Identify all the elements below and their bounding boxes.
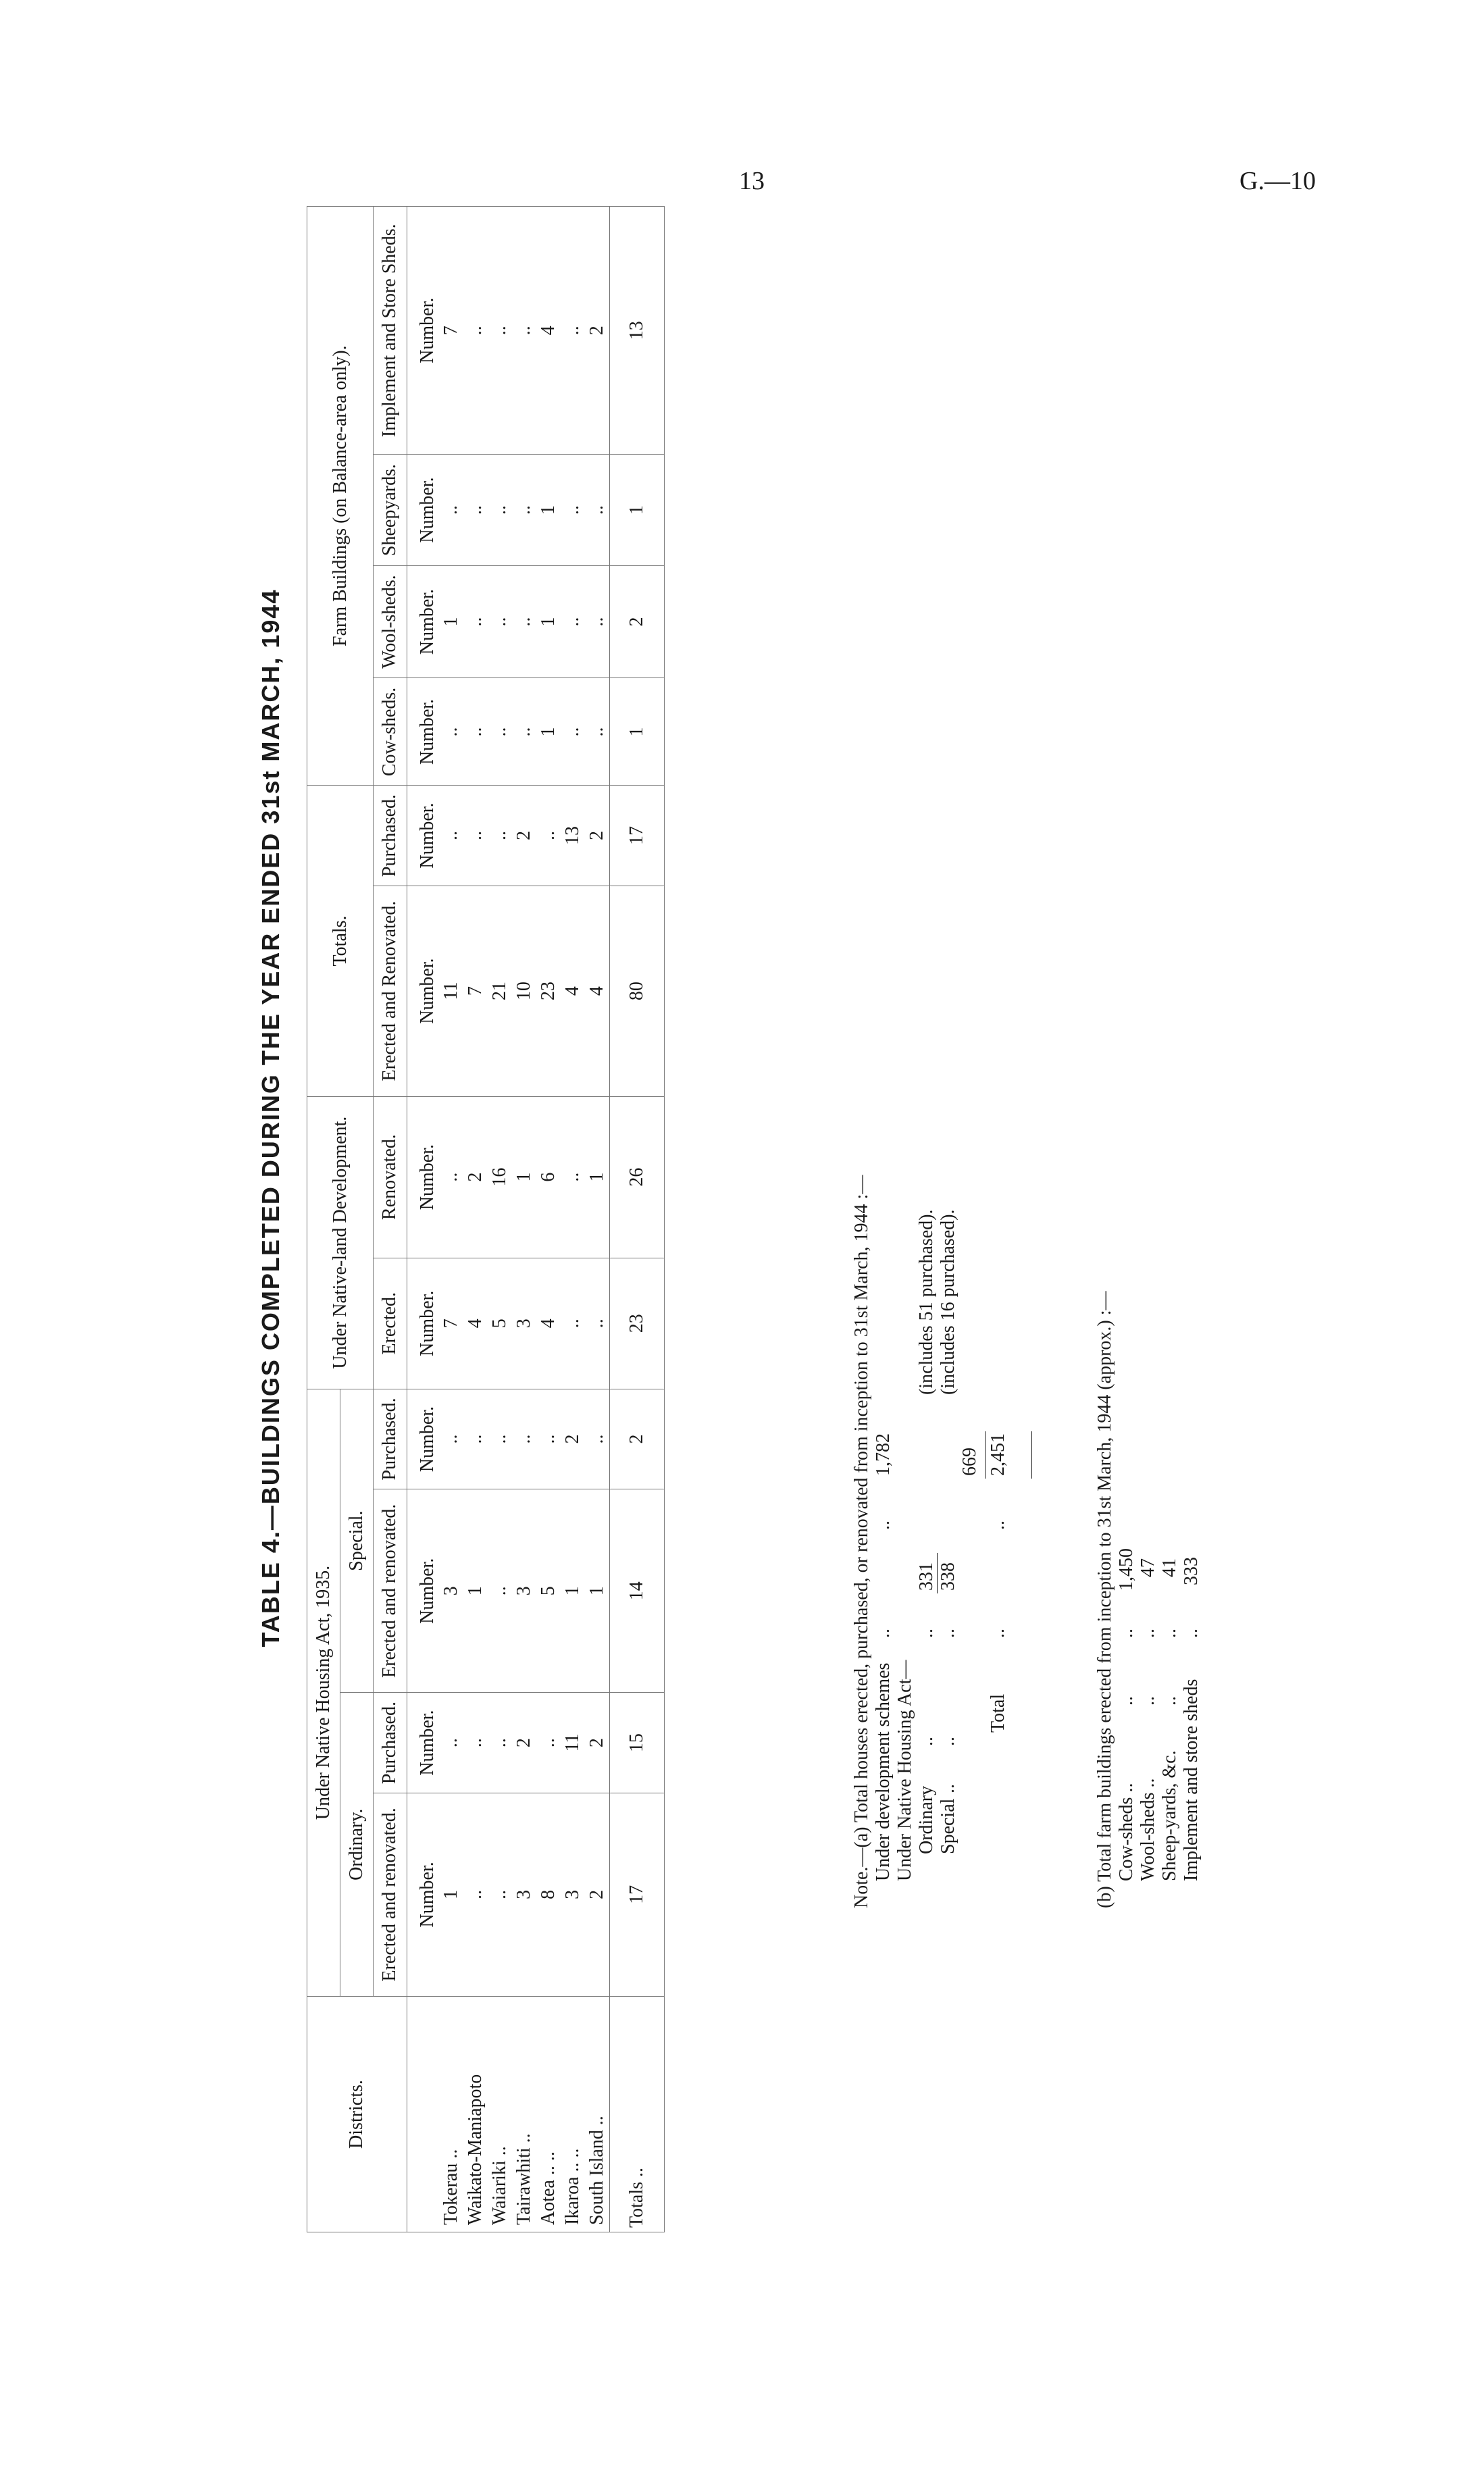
unit-cell: Number. [407, 786, 439, 886]
leader-dots: .. [916, 1737, 937, 1746]
district-cell [536, 1997, 561, 2232]
column-header: Renovated. [374, 1096, 407, 1258]
leader-dots: .. [988, 1520, 1008, 1530]
table-cell: .. [561, 455, 585, 565]
table-cell: 2 [585, 1793, 609, 1996]
total-cell: 1 [609, 455, 664, 565]
table-cell: .. [488, 455, 512, 565]
table-cell: .. [488, 1489, 512, 1693]
note-b-item-label: Cow-sheds .. [1116, 1783, 1137, 1881]
table-row [536, 207, 561, 2232]
note-b-item-label: Sheep-yards, &c. [1159, 1750, 1180, 1881]
rotated-table-block [257, 206, 1473, 2232]
table-cell: .. [585, 1389, 609, 1489]
leader-dots: .. [513, 2133, 535, 2143]
table-cell: .. [463, 1793, 488, 1996]
table-row [561, 207, 585, 2232]
table-title: TABLE 4.—BUILDINGS COMPLETED DURING THE YEAR ENDED 31st MARCH, 1944 [257, 588, 284, 1647]
district-name: Tokerau [440, 2163, 462, 2225]
total-cell: 2 [609, 1389, 664, 1489]
leader-dots: .. [1116, 1696, 1137, 1706]
table-cell: 21 [488, 886, 512, 1096]
table-row [439, 207, 463, 2232]
table-cell: .. [561, 678, 585, 786]
table-cell: .. [463, 1693, 488, 1793]
note-b-item-value: 41 [1159, 1558, 1180, 1577]
leader-dots: .. [1181, 1629, 1202, 1638]
leader-dots: .. [938, 1784, 958, 1793]
unit-row [407, 207, 439, 2232]
district-cell [463, 1997, 488, 2232]
housing-act-header: Under Native Housing Act, 1935. [307, 1389, 340, 1996]
table-cell: .. [536, 1389, 561, 1489]
note-a-total-value: 2,451 [988, 1433, 1008, 1476]
special-header: Special. [340, 1389, 374, 1693]
table-cell: .. [561, 565, 585, 678]
note-b [1094, 895, 1202, 1908]
table-cell: 6 [536, 1096, 561, 1258]
leader-dots: .. [440, 2149, 462, 2159]
unit-cell: Number. [407, 678, 439, 786]
development-header: Under Native-land Development. [307, 1096, 374, 1389]
table-cell: 2 [463, 1096, 488, 1258]
leader-dots: .. [873, 1629, 894, 1638]
district-cell [439, 1997, 463, 2232]
note-a-special-note: (includes 16 purchased). [938, 1209, 958, 1395]
column-header: Purchased. [374, 786, 407, 886]
table-cell: .. [488, 786, 512, 886]
leader-dots: .. [873, 1520, 894, 1530]
note-a-total-label: Total [988, 1693, 1008, 1733]
note-b-item-label: Implement and store sheds [1181, 1679, 1202, 1881]
table-cell: .. [536, 1693, 561, 1793]
column-header: Purchased. [374, 1389, 407, 1489]
total-cell: 1 [609, 678, 664, 786]
table-cell: 4 [536, 1258, 561, 1389]
table-cell: .. [463, 207, 488, 455]
table-cell: 2 [585, 207, 609, 455]
column-header: Erected. [374, 1258, 407, 1389]
table-cell: .. [463, 786, 488, 886]
note-a-dev-value: 1,782 [873, 1433, 894, 1476]
table-cell: .. [512, 565, 536, 678]
table-cell: 1 [585, 1489, 609, 1693]
table-cell: 1 [439, 1793, 463, 1996]
column-header: Cow-sheds. [374, 678, 407, 786]
table-cell: 5 [536, 1489, 561, 1693]
leader-dots: .. [1116, 1629, 1137, 1638]
table-cell: 3 [512, 1258, 536, 1389]
total-cell: 15 [609, 1693, 664, 1793]
total-cell: 13 [609, 207, 664, 455]
leader-dots: .. [489, 2146, 511, 2156]
totals-row [609, 207, 664, 2232]
table-cell: 3 [512, 1793, 536, 1996]
note-a-act-label: Under Native Housing Act— [894, 1660, 915, 1881]
note-a-ordinary-note: (includes 51 purchased). [916, 1209, 937, 1395]
note-a-heading: Note.—(a) Total houses erected, purchased, or renovated from inception to 31st March, 1944 :— [851, 1175, 872, 1908]
table-cell: .. [585, 1258, 609, 1389]
page-number: 13 [739, 167, 765, 195]
sum-rule [1031, 1431, 1032, 1479]
total-cell: 26 [609, 1096, 664, 1258]
leader-dots: .. [562, 2148, 583, 2158]
total-cell: 23 [609, 1258, 664, 1389]
district-name: Ikaroa .. [562, 2162, 583, 2225]
note-a-special-label: Special [938, 1798, 958, 1854]
unit-cell: Number. [407, 207, 439, 455]
table-cell: 3 [439, 1489, 463, 1693]
table-cell: .. [488, 1693, 512, 1793]
note-a-ordinary-value: 331 [916, 1562, 937, 1591]
leader-dots: .. [1159, 1696, 1180, 1706]
leader-dots: .. [916, 1629, 937, 1638]
note-b-heading: (b) Total farm buildings erected from inception to 31st March, 1944 (approx.) :— [1094, 1291, 1115, 1908]
note-b-item-value: 47 [1137, 1558, 1158, 1577]
table-cell: 1 [463, 1489, 488, 1693]
totals-header: Totals. [307, 786, 374, 1096]
table-row [463, 207, 488, 2232]
table-cell: 2 [512, 1693, 536, 1793]
farm-buildings-header: Farm Buildings (on Balance-area only). [307, 207, 374, 786]
district-name: South Island [586, 2130, 607, 2225]
note-a-act-total: 669 [959, 1448, 980, 1476]
note-a-ordinary-label: Ordinary [916, 1785, 937, 1854]
table-cell: 2 [512, 786, 536, 886]
table-cell: 1 [439, 565, 463, 678]
leader-dots: .. [1137, 1696, 1158, 1706]
table-cell: 2 [585, 786, 609, 886]
table-cell: 1 [561, 1489, 585, 1693]
leader-dots: .. [538, 2151, 559, 2162]
note-a-special-value: 338 [938, 1562, 958, 1591]
table-cell: 7 [439, 207, 463, 455]
table-cell: 4 [463, 1258, 488, 1389]
ordinary-header: Ordinary. [340, 1693, 374, 1997]
district-cell [488, 1997, 512, 2232]
column-header: Erected and Renovated. [374, 886, 407, 1096]
table-cell: .. [488, 207, 512, 455]
column-header: Purchased. [374, 1693, 407, 1793]
unit-cell: Number. [407, 1693, 439, 1793]
table-cell: 4 [585, 886, 609, 1096]
table-cell: .. [512, 1389, 536, 1489]
table-cell: .. [439, 1693, 463, 1793]
table-cell: 1 [536, 455, 561, 565]
table-cell: 4 [561, 886, 585, 1096]
table-cell: 7 [463, 886, 488, 1096]
district-name: Aotea .. [538, 2166, 559, 2225]
sum-rule [937, 1553, 938, 1593]
table-cell: .. [439, 455, 463, 565]
table-cell: 3 [561, 1793, 585, 1996]
leader-dots: .. [1137, 1629, 1158, 1638]
table-cell: 1 [585, 1096, 609, 1258]
table-cell: .. [488, 1389, 512, 1489]
table-cell: .. [512, 678, 536, 786]
table-cell: .. [439, 678, 463, 786]
unit-cell [407, 1997, 439, 2232]
district-name: Waiariki [489, 2160, 511, 2225]
table-cell: 13 [561, 786, 585, 886]
table-cell: .. [561, 1096, 585, 1258]
column-header: Sheepyards. [374, 455, 407, 565]
district-cell [585, 1997, 609, 2232]
total-cell: 17 [609, 786, 664, 886]
column-header: Erected and renovated. [374, 1489, 407, 1693]
table-cell: .. [512, 455, 536, 565]
total-cell: 14 [609, 1489, 664, 1693]
leader-dots: .. [586, 2116, 607, 2126]
table-cell: .. [463, 1389, 488, 1489]
totals-label: Totals [625, 2181, 647, 2228]
leader-dots: .. [625, 2167, 647, 2177]
document-code: G.—10 [1239, 167, 1316, 195]
leader-dots: .. [938, 1737, 958, 1746]
table-row [488, 207, 512, 2232]
total-cell: 80 [609, 886, 664, 1096]
table-cell: .. [585, 455, 609, 565]
unit-cell: Number. [407, 565, 439, 678]
total-cell: 2 [609, 565, 664, 678]
column-header: Implement and Store Sheds. [374, 207, 407, 455]
table-cell: .. [488, 1793, 512, 1996]
table-cell: .. [488, 565, 512, 678]
total-cell: 17 [609, 1793, 664, 1996]
districts-header: Districts. [307, 1997, 407, 2232]
unit-cell: Number. [407, 886, 439, 1096]
leader-dots: .. [938, 1629, 958, 1638]
table-row [585, 207, 609, 2232]
unit-cell: Number. [407, 1489, 439, 1693]
table-cell: .. [439, 786, 463, 886]
table-cell: 11 [439, 886, 463, 1096]
table-cell: .. [439, 1096, 463, 1258]
district-cell [512, 1997, 536, 2232]
table-cell: .. [585, 565, 609, 678]
buildings-table [307, 206, 665, 2232]
table-cell: .. [439, 1389, 463, 1489]
unit-cell: Number. [407, 1389, 439, 1489]
note-b-item-value: 333 [1181, 1557, 1202, 1585]
table-cell: 1 [512, 1096, 536, 1258]
table-cell: .. [463, 678, 488, 786]
unit-cell: Number. [407, 1258, 439, 1389]
table-cell: 5 [488, 1258, 512, 1389]
table-cell: 10 [512, 886, 536, 1096]
table-cell: 8 [536, 1793, 561, 1996]
sum-rule [985, 1431, 986, 1479]
note-a-dev-label: Under development schemes [873, 1662, 894, 1881]
district-name: Tairawhiti [513, 2147, 535, 2225]
table-cell: .. [463, 565, 488, 678]
leader-dots: .. [1159, 1629, 1180, 1638]
column-header: Wool-sheds. [374, 565, 407, 678]
note-a [851, 895, 1009, 1908]
table-cell: 1 [536, 678, 561, 786]
district-cell [561, 1997, 585, 2232]
column-header: Erected and renovated. [374, 1793, 407, 1996]
table-row [512, 207, 536, 2232]
table-cell: .. [488, 678, 512, 786]
table-cell: .. [463, 455, 488, 565]
note-b-item-label: Wool-sheds .. [1137, 1778, 1158, 1881]
table-cell: .. [561, 207, 585, 455]
totals-label-cell [609, 1997, 664, 2232]
unit-cell: Number. [407, 455, 439, 565]
table-cell: 7 [439, 1258, 463, 1389]
table-cell: .. [536, 786, 561, 886]
table-cell: .. [585, 678, 609, 786]
table-cell: 4 [536, 207, 561, 455]
leader-dots: .. [988, 1629, 1008, 1638]
table-cell: 3 [512, 1489, 536, 1693]
table-cell: 11 [561, 1693, 585, 1793]
table-cell: .. [561, 1258, 585, 1389]
unit-cell: Number. [407, 1793, 439, 1996]
table-cell: 1 [536, 565, 561, 678]
note-b-item-value: 1,450 [1116, 1548, 1137, 1591]
table-cell: 16 [488, 1096, 512, 1258]
table-cell: 2 [561, 1389, 585, 1489]
table-cell: 23 [536, 886, 561, 1096]
unit-cell: Number. [407, 1096, 439, 1258]
district-name: Waikato-Maniapoto [465, 2074, 486, 2225]
table-cell: 2 [585, 1693, 609, 1793]
table-cell: .. [512, 207, 536, 455]
